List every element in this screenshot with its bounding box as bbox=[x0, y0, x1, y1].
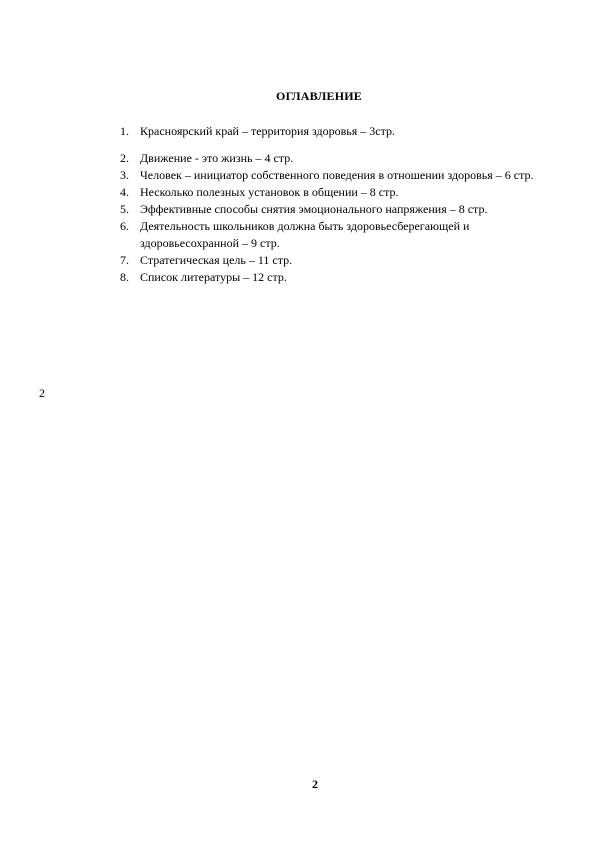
page-number: 2 bbox=[312, 777, 318, 791]
toc-item-number: 5. bbox=[120, 202, 129, 216]
toc-item bbox=[120, 252, 560, 269]
toc-item-text: Несколько полезных установок в общении – 8 стр. bbox=[140, 185, 399, 199]
toc-item-number: 4. bbox=[120, 185, 129, 199]
toc-item-number: 6. bbox=[120, 219, 129, 233]
toc-item bbox=[120, 269, 560, 286]
toc-item-number: 3. bbox=[120, 168, 129, 182]
toc-item-text: Деятельность школьников должна быть здоровьесберегающей и здоровьесохранной – 9 стр. bbox=[140, 219, 470, 250]
toc-item-number: 1. bbox=[120, 124, 129, 138]
toc-item-text: Движение - это жизнь – 4 стр. bbox=[140, 151, 294, 165]
table-of-contents bbox=[120, 123, 560, 286]
toc-item-text: Эффективные способы снятия эмоционального напряжения – 8 стр. bbox=[140, 202, 488, 216]
toc-item-text: Список литературы – 12 стр. bbox=[140, 270, 287, 284]
toc-item-text: Красноярский край – территория здоровья – 3стр. bbox=[140, 124, 395, 138]
toc-item bbox=[120, 218, 560, 252]
toc-item bbox=[120, 150, 560, 167]
toc-item-text: Стратегическая цель – 11 стр. bbox=[140, 253, 293, 267]
page-title: ОГЛАВЛЕНИЕ bbox=[276, 89, 362, 103]
toc-item bbox=[120, 184, 560, 201]
toc-item-number: 2. bbox=[120, 151, 129, 165]
toc-item bbox=[120, 123, 560, 140]
toc-item bbox=[120, 167, 560, 184]
margin-number: 2 bbox=[39, 386, 45, 400]
toc-item bbox=[120, 201, 560, 218]
toc-item-number: 7. bbox=[120, 253, 129, 267]
toc-item-text: Человек – инициатор собственного поведения в отношении здоровья – 6 стр. bbox=[140, 168, 534, 182]
toc-item-number: 8. bbox=[120, 270, 129, 284]
